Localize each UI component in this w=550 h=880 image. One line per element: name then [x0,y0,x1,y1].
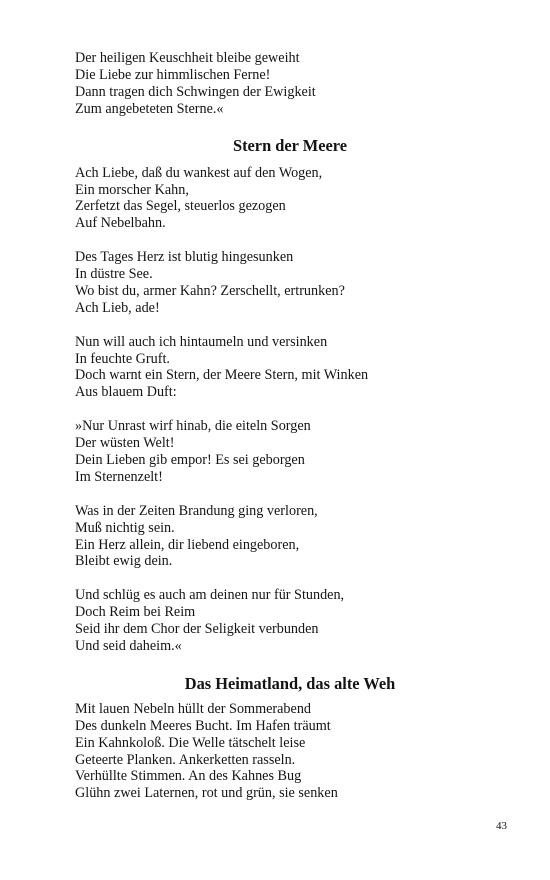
verse-line: Und schlüg es auch am deinen nur für Stunden, [75,587,345,604]
verse-line: Ein Kahnkoloß. Die Welle tätschelt leise [75,734,306,751]
verse-line: Der wüsten Welt! [75,435,175,452]
stanza [75,418,505,486]
verse-line: Im Sternenzelt! [75,468,163,485]
verse-line: Ein morscher Kahn, [75,181,189,198]
verse-line: Mit lauen Nebeln hüllt der Sommerabend [75,700,312,717]
poem-stern-der-meere [75,165,505,655]
verse-line: Seid ihr dem Chor der Seligkeit verbunden [75,621,319,638]
stanza [75,701,505,802]
verse-line: Ach Liebe, daß du wankest auf den Wogen, [75,164,323,181]
verse-line: »Nur Unrast wirf hinab, die eiteln Sorgen [75,418,311,435]
stanza [75,165,505,233]
verse-line: Auf Nebelbahn. [75,215,166,232]
verse-line: Was in der Zeiten Brandung ging verloren, [75,502,318,519]
verse-line: In feuchte Gruft. [75,350,170,367]
verse-line: Und seid daheim.« [75,637,182,654]
poem-das-heimatland [75,701,505,802]
verse-line: Doch Reim bei Reim [75,604,196,621]
stanza [75,50,505,118]
verse-line: Glühn zwei Laternen, rot und grün, sie senken [75,785,338,802]
page-number: 43 [496,820,507,832]
page-body [75,50,505,802]
verse-line: Dann tragen dich Schwingen der Ewigkeit [75,83,316,100]
verse-line: Nun will auch ich hintaumeln und versinken [75,333,328,350]
verse-line: Dein Lieben gib empor! Es sei geborgen [75,451,305,468]
stanza [75,334,505,402]
verse-line: Zerfetzt das Segel, steuerlos gezogen [75,198,286,215]
poem-ending-section [75,50,505,118]
stanza [75,249,505,317]
verse-line: Aus blauem Duft: [75,384,177,401]
verse-line: Ach Lieb, ade! [75,299,160,316]
verse-line: Die Liebe zur himmlischen Ferne! [75,66,271,83]
poem-title: Stern der Meere [232,135,348,155]
verse-line: Ein Herz allein, dir liebend eingeboren, [75,536,300,553]
verse-line: Geteerte Planken. Ankerketten rasseln. [75,751,296,768]
poem-title: Das Heimatland, das alte Weh [184,673,396,693]
stanza [75,503,505,571]
verse-line: Wo bist du, armer Kahn? Zerschellt, ertrunken? [75,282,345,299]
stanza [75,587,505,655]
verse-line: Zum angebeteten Sterne.« [75,100,224,117]
verse-line: Verhüllte Stimmen. An des Kahnes Bug [75,768,302,785]
verse-line: Muß nichtig sein. [75,519,175,536]
verse-line: Bleibt ewig dein. [75,553,173,570]
verse-line: Doch warnt ein Stern, der Meere Stern, mit Winken [75,367,369,384]
verse-line: Der heiligen Keuschheit bleibe geweiht [75,50,300,66]
verse-line: Des Tages Herz ist blutig hingesunken [75,249,294,266]
verse-line: Des dunkeln Meeres Bucht. Im Hafen träumt [75,717,331,734]
verse-line: In düstre See. [75,266,153,283]
